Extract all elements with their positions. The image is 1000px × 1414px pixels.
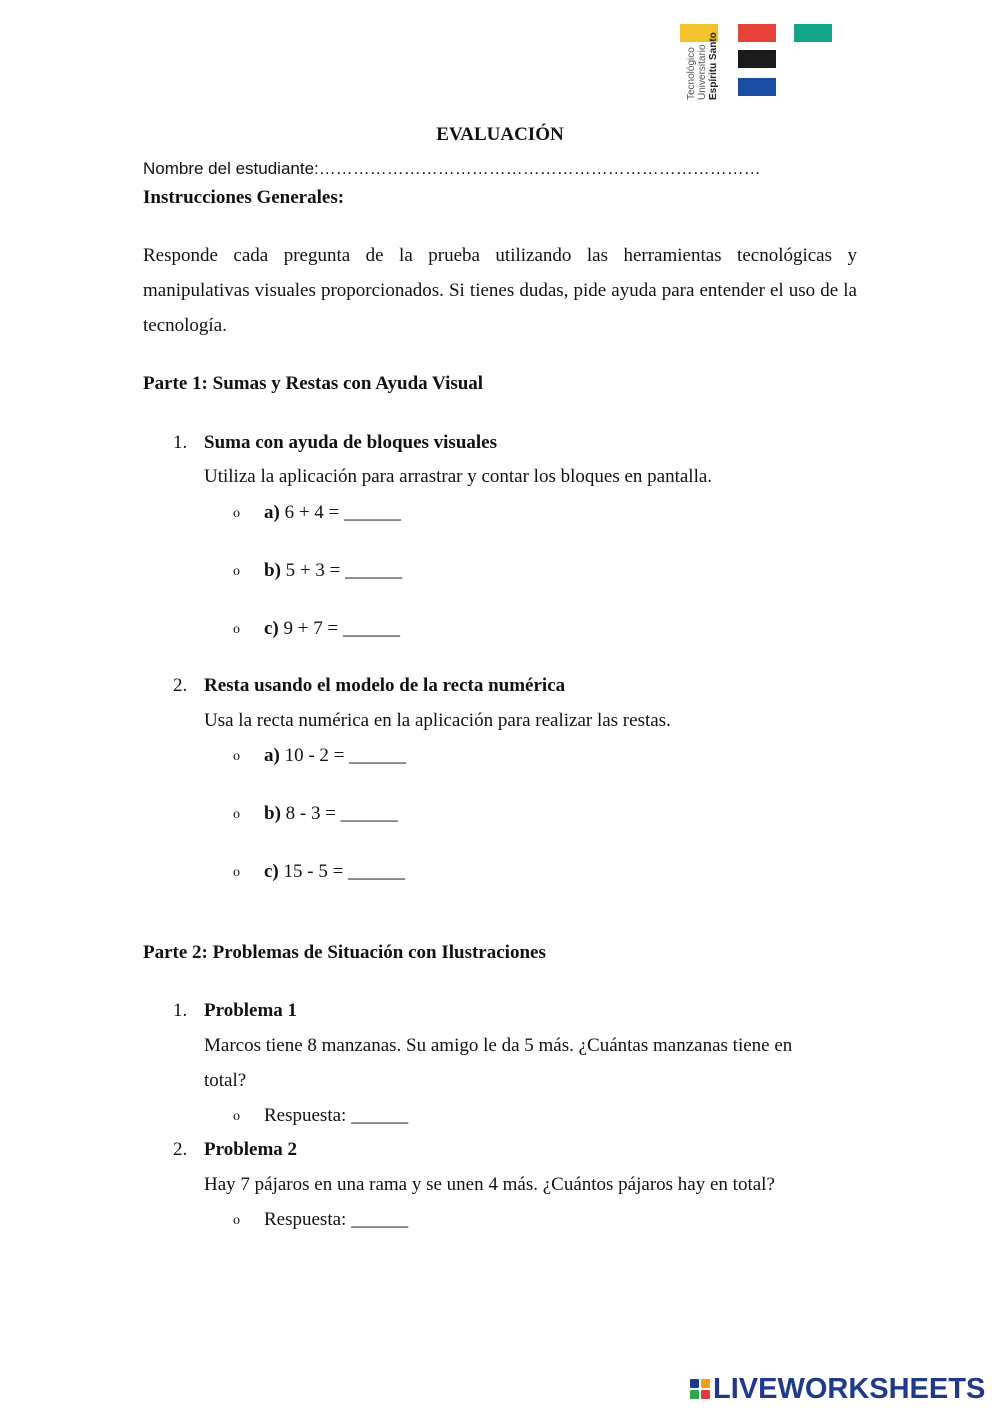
bullet: o — [233, 749, 240, 764]
problem1-answer[interactable]: Respuesta: ______ — [264, 1105, 409, 1126]
part1-heading: Parte 1: Sumas y Restas con Ayuda Visual — [143, 373, 484, 394]
item-label: c) — [264, 618, 279, 639]
q1-instructions: Utiliza la aplicación para arrastrar y contar los bloques en pantalla. — [204, 466, 713, 487]
item-expression: 6 + 4 = ______ — [279, 502, 402, 523]
item-label: c) — [264, 861, 279, 882]
bullet: o — [233, 506, 240, 521]
item-label: a) — [264, 745, 280, 766]
q2-number: 2. — [173, 675, 188, 696]
logo-line-1: Tecnológico — [686, 47, 697, 100]
item-expression: 9 + 7 = ______ — [278, 618, 400, 639]
q1-number: 1. — [173, 432, 188, 453]
item-expression: 5 + 3 = ______ — [280, 560, 403, 581]
bullet: o — [233, 1213, 240, 1228]
logo-blue-block — [738, 78, 776, 96]
bullet: o — [233, 1109, 240, 1124]
logo-green-block — [794, 24, 832, 42]
problem2-number: 2. — [173, 1139, 188, 1160]
problem2-title: Problema 2 — [204, 1139, 298, 1160]
part2-heading: Parte 2: Problemas de Situación con Ilustraciones — [143, 942, 546, 963]
q1-item-b[interactable] — [264, 560, 402, 582]
q2-item-b[interactable] — [264, 803, 398, 825]
liveworksheets-logo[interactable] — [690, 1372, 985, 1406]
q1-item-c[interactable] — [264, 618, 400, 640]
instructions-heading: Instrucciones Generales: — [143, 187, 345, 208]
item-label: a) — [264, 502, 280, 523]
problem2-answer[interactable]: Respuesta: ______ — [264, 1209, 409, 1230]
q2-title: Resta usando el modelo de la recta numérica — [204, 675, 566, 696]
instructions-paragraph: Responde cada pregunta de la prueba utilizando las herramientas tecnológicas y manipulativas visuales proporcionados. Si tienes dudas, pide ayuda para entender el uso de la tecnología. — [143, 245, 857, 336]
item-label: b) — [264, 803, 281, 824]
logo-wordmark — [686, 32, 719, 100]
liveworksheets-wordmark: LIVEWORKSHEETS — [713, 1372, 986, 1405]
item-expression: 15 - 5 = ______ — [278, 861, 406, 882]
q1-title: Suma con ayuda de bloques visuales — [204, 432, 497, 453]
page-title: EVALUACIÓN — [436, 124, 564, 145]
bullet: o — [233, 564, 240, 579]
problem1-text-line1: Marcos tiene 8 manzanas. Su amigo le da 5 más. ¿Cuántas manzanas tiene en — [204, 1035, 793, 1056]
q1-item-a[interactable] — [264, 502, 401, 524]
logo-red-block — [738, 24, 776, 42]
liveworksheets-icon — [690, 1379, 710, 1399]
student-name-field[interactable]: Nombre del estudiante:…………………………………………………………………… — [143, 159, 761, 178]
bullet: o — [233, 807, 240, 822]
item-label: b) — [264, 560, 281, 581]
logo-line-2: Universitario — [697, 44, 708, 100]
item-expression: 8 - 3 = ______ — [280, 803, 398, 824]
problem1-text-line2: total? — [204, 1070, 247, 1091]
bullet: o — [233, 865, 240, 880]
q2-item-a[interactable] — [264, 745, 406, 767]
q2-instructions: Usa la recta numérica en la aplicación para realizar las restas. — [204, 710, 671, 731]
bullet: o — [233, 622, 240, 637]
logo-line-3: Espíritu Santo — [708, 32, 719, 100]
q2-item-c[interactable] — [264, 861, 405, 883]
problem2-text: Hay 7 pájaros en una rama y se unen 4 más. ¿Cuántos pájaros hay en total? — [204, 1174, 775, 1195]
item-expression: 10 - 2 = ______ — [279, 745, 407, 766]
logo-black-block — [738, 50, 776, 68]
problem1-number: 1. — [173, 1000, 188, 1021]
problem1-title: Problema 1 — [204, 1000, 298, 1021]
